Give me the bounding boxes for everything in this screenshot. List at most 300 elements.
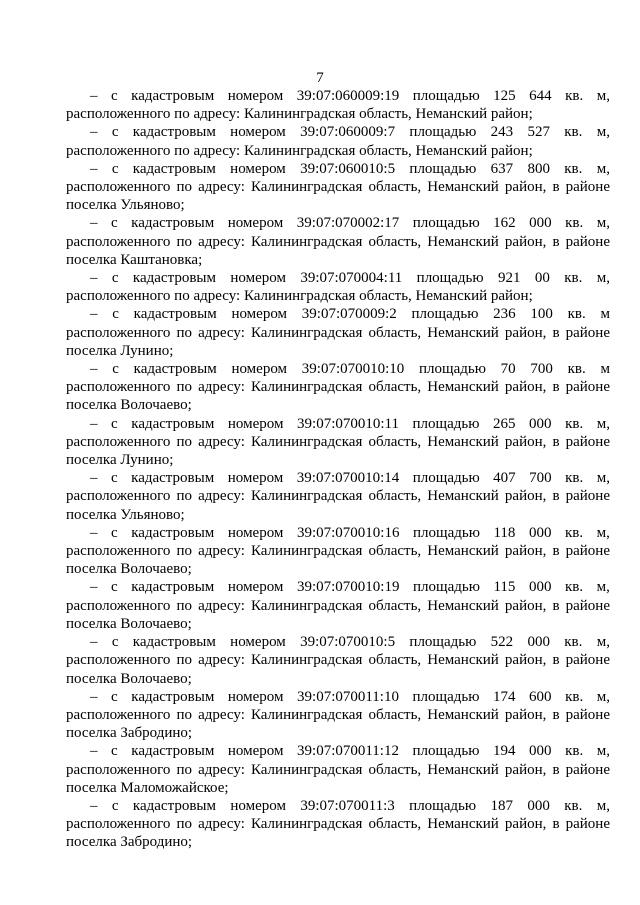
word: площадью <box>412 415 480 432</box>
entry-address-line <box>66 178 610 196</box>
word: кадастровым <box>131 470 215 487</box>
word: 644 <box>529 88 552 104</box>
word: 700 <box>530 361 553 378</box>
word: в <box>552 597 560 614</box>
word: районе <box>565 233 610 250</box>
word: с <box>110 88 118 104</box>
entry-address-line <box>66 706 610 724</box>
word: 39:07:060009:7 <box>300 124 396 141</box>
word: 70 <box>500 361 516 378</box>
word: м <box>600 306 610 323</box>
word: адресу: <box>198 233 245 250</box>
word: м, <box>596 415 610 432</box>
word: по <box>176 324 193 341</box>
word: 000 <box>529 743 552 760</box>
word: – <box>90 215 98 232</box>
word: – <box>90 415 98 432</box>
word: номером <box>230 124 286 141</box>
word: в <box>552 543 560 560</box>
word: расположенного <box>66 706 171 723</box>
word: Калининградская <box>250 761 363 778</box>
word: 243 <box>490 124 514 141</box>
word: район, <box>504 379 547 396</box>
entry-locality-line: поселка Ульяново; <box>66 506 185 523</box>
word: район, <box>504 433 547 450</box>
word: кв. <box>565 743 584 760</box>
word: м, <box>596 470 610 487</box>
word: 39:07:070010:19 <box>296 579 400 596</box>
word: расположенного <box>66 433 171 450</box>
word: номером <box>231 306 288 323</box>
entry-first-line <box>66 415 610 433</box>
word: номером <box>227 743 284 760</box>
word: районе <box>565 816 610 833</box>
word: 39:07:070010:14 <box>296 470 400 487</box>
word: область, <box>368 761 422 778</box>
word: по <box>176 597 193 614</box>
word: кв. <box>564 797 583 814</box>
word: 39:07:070009:2 <box>301 306 397 323</box>
word: м, <box>596 270 610 287</box>
word: Калининградская <box>250 433 363 450</box>
word: расположенного <box>66 597 171 614</box>
word: площадью <box>413 524 480 541</box>
word: 118 <box>493 524 516 541</box>
word: кадастровым <box>133 361 217 378</box>
entry-locality-line: поселка Забродино; <box>66 834 193 851</box>
word: область, <box>368 597 422 614</box>
word: площадью <box>409 124 477 141</box>
word: район, <box>504 488 547 505</box>
word: м, <box>596 215 610 232</box>
word: – <box>90 634 98 651</box>
entry-address-line <box>66 761 610 779</box>
entry-address-line <box>66 815 610 833</box>
word: Неманский <box>427 816 499 833</box>
word: Неманский <box>427 433 499 450</box>
page-number: 7 <box>316 70 324 86</box>
word: кадастровым <box>131 688 215 705</box>
word: кадастровым <box>131 415 215 432</box>
word: Неманский <box>427 324 499 341</box>
word: м, <box>596 688 610 705</box>
word: расположенного <box>66 233 171 250</box>
word: с <box>112 361 119 378</box>
word: 115 <box>493 579 516 596</box>
word: по <box>176 233 193 250</box>
word: по <box>176 433 193 450</box>
word: площадью <box>412 470 480 487</box>
word: кадастровым <box>132 634 216 651</box>
word: в <box>552 179 560 196</box>
word: область, <box>368 233 422 250</box>
word: область, <box>368 179 422 196</box>
word: расположенного <box>66 543 171 560</box>
word: – <box>90 361 98 378</box>
word: 187 <box>490 797 513 814</box>
word: м, <box>596 124 610 141</box>
land-plot-entry <box>66 578 610 633</box>
word: м <box>600 361 610 378</box>
word: – <box>90 688 98 705</box>
word: область, <box>368 652 422 669</box>
word: 265 <box>492 415 516 432</box>
entry-address-line <box>66 651 610 669</box>
word: 39:07:070011:3 <box>300 797 395 814</box>
word: в <box>552 433 560 450</box>
word: кв. <box>564 270 583 287</box>
word: площадью <box>419 361 486 378</box>
word: 39:07:070010:16 <box>296 524 400 541</box>
word: с <box>111 270 119 287</box>
word: 407 <box>493 470 516 487</box>
entry-address-line <box>66 433 610 451</box>
land-plot-entry <box>66 87 610 123</box>
word: район, <box>504 543 547 560</box>
word: Калининградская <box>250 179 363 196</box>
entry-first-line <box>66 688 610 706</box>
word: 39:07:070010:10 <box>301 361 405 378</box>
word: с <box>111 579 118 596</box>
word: м, <box>596 743 610 760</box>
word: с <box>111 634 119 651</box>
word: область, <box>368 324 422 341</box>
word: кв. <box>565 415 584 432</box>
word: 39:07:070010:11 <box>297 415 399 432</box>
entry-address-line <box>66 324 610 342</box>
word: – <box>90 124 98 141</box>
entry-locality-line: поселка Маломожайское; <box>66 779 229 796</box>
word: адресу: <box>198 543 245 560</box>
word: в <box>552 706 560 723</box>
word: Неманский <box>427 543 499 560</box>
word: номером <box>227 579 284 596</box>
word: Неманский <box>427 706 499 723</box>
word: по <box>176 543 193 560</box>
word: номером <box>227 524 284 541</box>
word: адресу: <box>198 597 245 614</box>
word: кадастровым <box>131 743 215 760</box>
word: м, <box>596 88 610 104</box>
land-plot-entry <box>66 305 610 360</box>
word: 637 <box>490 160 514 177</box>
word: номером <box>230 270 286 287</box>
land-plot-entry <box>66 123 610 159</box>
land-plot-entry <box>66 415 610 470</box>
entry-address-line <box>66 542 610 560</box>
word: кадастровым <box>131 215 215 232</box>
word: площадью <box>412 688 480 705</box>
entry-first-line <box>66 633 610 651</box>
word: м, <box>596 579 610 596</box>
word: Неманский <box>427 597 499 614</box>
word: Калининградская <box>250 816 363 833</box>
word: с <box>112 306 119 323</box>
word: кадастровым <box>132 124 216 141</box>
word: районе <box>565 597 610 614</box>
entry-locality-line: поселка Волочаево; <box>66 615 192 632</box>
word: в <box>552 233 560 250</box>
word: – <box>90 579 98 596</box>
word: м, <box>596 634 610 651</box>
word: с <box>111 415 118 432</box>
word: область, <box>368 488 422 505</box>
land-plot-entry <box>66 688 610 743</box>
word: район, <box>504 706 547 723</box>
word: 39:07:070002:17 <box>296 215 400 232</box>
word: м, <box>596 524 610 541</box>
entry-address-line <box>66 287 610 305</box>
word: в <box>552 652 560 669</box>
word: – <box>90 88 98 104</box>
word: кв. <box>564 160 583 177</box>
word: – <box>90 743 98 760</box>
word: номером <box>230 797 286 814</box>
word: расположенного <box>66 816 171 833</box>
word: Неманский <box>427 652 499 669</box>
word: район, <box>504 597 547 614</box>
entry-first-line <box>66 269 610 287</box>
word: 000 <box>527 634 550 651</box>
address-text: расположенного по адресу: Калининградская область, Неманский район; <box>66 106 533 123</box>
land-plot-entry <box>66 269 610 305</box>
word: по <box>176 179 193 196</box>
word: Неманский <box>427 179 499 196</box>
word: 39:07:070004:11 <box>300 270 403 287</box>
word: Калининградская <box>250 706 363 723</box>
word: расположенного <box>66 324 171 341</box>
word: 236 <box>493 306 516 323</box>
word: район, <box>504 179 547 196</box>
entry-first-line <box>66 123 610 141</box>
word: кадастровым <box>131 88 215 104</box>
word: кв. <box>565 688 584 705</box>
word: кв. <box>564 524 584 541</box>
entry-first-line <box>66 160 610 178</box>
word: адресу: <box>198 324 245 341</box>
word: Неманский <box>427 233 499 250</box>
entry-locality-line: поселка Каштановка; <box>66 251 203 268</box>
word: по <box>176 652 193 669</box>
word: 39:07:070010:5 <box>300 634 396 651</box>
word: м, <box>596 160 610 177</box>
word: районе <box>565 761 610 778</box>
word: номером <box>231 361 288 378</box>
word: область, <box>368 706 422 723</box>
word: номером <box>227 688 284 705</box>
word: 600 <box>529 688 552 705</box>
word: площадью <box>409 634 477 651</box>
word: кадастровым <box>132 160 216 177</box>
word: кадастровым <box>131 524 215 541</box>
word: 000 <box>529 215 552 232</box>
word: адресу: <box>198 652 245 669</box>
word: расположенного <box>66 179 171 196</box>
word: адресу: <box>198 433 245 450</box>
word: в <box>552 488 560 505</box>
word: Неманский <box>427 761 499 778</box>
word: Калининградская <box>250 488 363 505</box>
entry-first-line <box>66 742 610 760</box>
word: с <box>111 160 119 177</box>
word: по <box>176 488 193 505</box>
word: область, <box>368 543 422 560</box>
entry-locality-line: поселка Забродино; <box>66 725 193 742</box>
word: с <box>111 524 118 541</box>
word: номером <box>227 470 284 487</box>
entry-address-line <box>66 233 610 251</box>
word: 194 <box>492 743 516 760</box>
word: по <box>176 816 193 833</box>
word: с <box>110 215 118 232</box>
word: 162 <box>493 215 516 232</box>
word: расположенного <box>66 379 171 396</box>
word: районе <box>565 179 610 196</box>
word: район, <box>504 652 547 669</box>
word: Неманский <box>427 488 499 505</box>
word: кадастровым <box>132 797 216 814</box>
word: кв. <box>567 306 586 323</box>
land-plot-entry <box>66 360 610 415</box>
word: область, <box>368 816 422 833</box>
word: площадью <box>411 306 479 323</box>
land-plot-entry <box>66 742 610 797</box>
word: Калининградская <box>250 652 363 669</box>
word: районе <box>565 379 610 396</box>
word: 522 <box>490 634 514 651</box>
word: кв. <box>564 579 584 596</box>
word: районе <box>565 324 610 341</box>
word: кв. <box>564 634 583 651</box>
word: с <box>111 743 118 760</box>
word: – <box>90 797 98 814</box>
entry-first-line <box>66 578 610 596</box>
word: по <box>176 706 193 723</box>
word: адресу: <box>198 816 245 833</box>
word: кв. <box>565 215 584 232</box>
word: 39:07:060010:5 <box>300 160 396 177</box>
word: Калининградская <box>250 379 363 396</box>
word: адресу: <box>198 761 245 778</box>
land-plot-entry <box>66 524 610 579</box>
word: 39:07:060009:19 <box>296 88 400 104</box>
word: расположенного <box>66 652 171 669</box>
entry-address-line <box>66 597 610 615</box>
word: кадастровым <box>131 579 215 596</box>
entry-first-line <box>66 360 610 378</box>
word: площадью <box>409 160 477 177</box>
word: площадью <box>412 88 480 104</box>
word: район, <box>504 233 547 250</box>
entry-first-line <box>66 469 610 487</box>
word: 39:07:070011:10 <box>297 688 399 705</box>
word: площадью <box>409 797 477 814</box>
word: 00 <box>534 270 550 287</box>
word: м, <box>596 797 610 814</box>
document-body <box>66 87 610 852</box>
entry-locality-line: поселка Волочаево; <box>66 397 192 414</box>
word: площадью <box>412 743 480 760</box>
word: 527 <box>527 124 550 141</box>
word: районе <box>565 706 610 723</box>
word: 125 <box>493 88 516 104</box>
word: – <box>90 524 98 541</box>
entry-locality-line: поселка Волочаево; <box>66 561 192 578</box>
word: 700 <box>529 470 552 487</box>
entry-locality-line: поселка Лунино; <box>66 452 174 469</box>
word: площадью <box>412 215 480 232</box>
word: 100 <box>530 306 553 323</box>
word: расположенного <box>66 488 171 505</box>
entry-locality-line: поселка Волочаево; <box>66 670 192 687</box>
address-text: расположенного по адресу: Калининградская область, Неманский район; <box>66 142 533 159</box>
entry-address-line <box>66 487 610 505</box>
address-text: расположенного по адресу: Калининградская область, Неманский район; <box>66 288 533 305</box>
word: район, <box>504 324 547 341</box>
word: в <box>552 761 560 778</box>
word: с <box>111 124 119 141</box>
word: 000 <box>528 524 552 541</box>
entry-address-line <box>66 105 610 123</box>
word: номером <box>230 160 286 177</box>
word: 000 <box>528 579 552 596</box>
entry-locality-line: поселка Ульяново; <box>66 197 185 214</box>
word: в <box>552 324 560 341</box>
word: номером <box>227 215 284 232</box>
word: кв. <box>564 124 583 141</box>
word: Калининградская <box>250 233 363 250</box>
word: кв. <box>567 361 586 378</box>
word: кв. <box>565 88 584 104</box>
word: 921 <box>497 270 521 287</box>
word: площадью <box>413 579 480 596</box>
word: – <box>90 270 98 287</box>
word: 000 <box>527 797 550 814</box>
word: с <box>111 688 118 705</box>
entry-locality-line: поселка Лунино; <box>66 342 174 359</box>
entry-first-line <box>66 87 610 105</box>
word: адресу: <box>198 488 245 505</box>
word: Неманский <box>427 379 499 396</box>
land-plot-entry <box>66 633 610 688</box>
entry-first-line <box>66 797 610 815</box>
word: – <box>90 306 98 323</box>
word: район, <box>504 761 547 778</box>
word: районе <box>565 543 610 560</box>
word: номером <box>227 88 284 104</box>
word: кадастровым <box>133 306 217 323</box>
word: по <box>176 379 193 396</box>
word: расположенного <box>66 761 171 778</box>
word: кв. <box>565 470 584 487</box>
word: 000 <box>529 415 552 432</box>
word: адресу: <box>198 379 245 396</box>
word: площадью <box>416 270 484 287</box>
land-plot-entry <box>66 214 610 269</box>
word: районе <box>565 652 610 669</box>
land-plot-entry <box>66 469 610 524</box>
word: номером <box>227 415 284 432</box>
word: область, <box>368 433 422 450</box>
word: в <box>552 379 560 396</box>
word: с <box>110 470 118 487</box>
word: район, <box>504 816 547 833</box>
word: районе <box>565 488 610 505</box>
land-plot-entry <box>66 797 610 852</box>
word: – <box>90 160 98 177</box>
entry-first-line <box>66 214 610 232</box>
land-plot-entry <box>66 160 610 215</box>
